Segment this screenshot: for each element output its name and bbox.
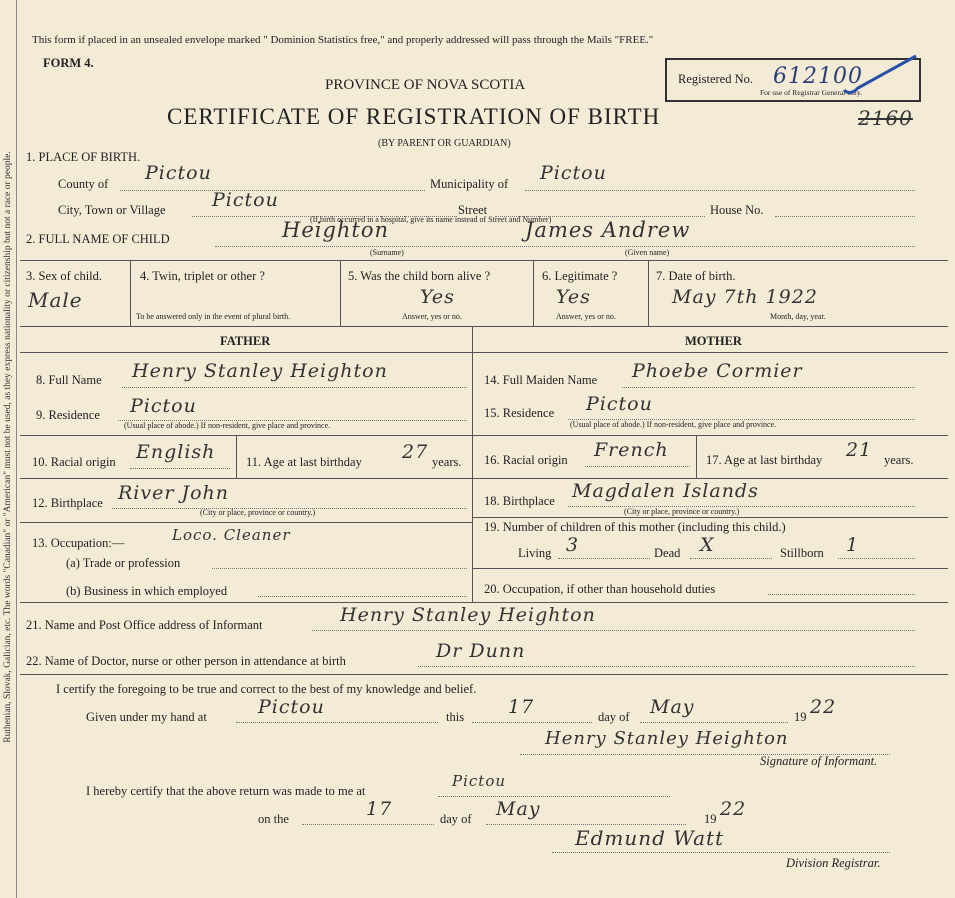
page-title: CERTIFICATE OF REGISTRATION OF BIRTH xyxy=(167,104,661,129)
legitimate-label: 6. Legitimate ? xyxy=(542,269,618,283)
cert-year-value: 22 xyxy=(810,696,837,718)
county-label: County of xyxy=(58,177,109,191)
father-name-value: Henry Stanley Heighton xyxy=(132,360,388,382)
mother-racial-label: 16. Racial origin xyxy=(484,453,568,467)
dead-value: X xyxy=(700,534,715,556)
place-of-birth-label: 1. PLACE OF BIRTH. xyxy=(26,150,141,164)
mother-name-label: 14. Full Maiden Name xyxy=(484,373,598,387)
division-registrar-caption: Division Registrar. xyxy=(786,856,881,870)
father-residence-value: Pictou xyxy=(130,395,197,417)
father-occupation-label: 13. Occupation:— xyxy=(32,536,125,550)
stillborn-value: 1 xyxy=(846,534,860,556)
father-age-label: 11. Age at last birthday xyxy=(246,455,362,469)
born-alive-note: Answer, yes or no. xyxy=(402,312,462,321)
given-under-label: Given under my hand at xyxy=(86,710,207,724)
father-birthplace-note: (City or place, province or country.) xyxy=(200,508,316,517)
mother-residence-label: 15. Residence xyxy=(484,406,555,420)
form-number: FORM 4. xyxy=(43,56,94,70)
twin-label: 4. Twin, triplet or other ? xyxy=(140,269,265,283)
mother-racial-value: French xyxy=(594,439,669,461)
city-label: City, Town or Village xyxy=(58,203,166,217)
child-name-label: 2. FULL NAME OF CHILD xyxy=(26,232,170,246)
mother-years-label: years. xyxy=(884,453,914,467)
hospital-note: (If birth occurred in a hospital, give its name instead of Street and Number) xyxy=(310,215,552,224)
mother-occupation-label: 20. Occupation, if other than household duties xyxy=(484,582,716,596)
mother-name-value: Phoebe Cormier xyxy=(632,360,803,382)
registrar-month-value: May xyxy=(496,798,541,820)
father-years-label: years. xyxy=(432,455,462,469)
dob-value: May 7th 1922 xyxy=(672,286,818,308)
father-birthplace-value: River John xyxy=(118,482,230,504)
mother-residence-value: Pictou xyxy=(586,393,653,415)
born-alive-label: 5. Was the child born alive ? xyxy=(348,269,491,283)
informant-label: 21. Name and Post Office address of Informant xyxy=(26,618,263,632)
city-value: Pictou xyxy=(212,189,279,211)
county-value: Pictou xyxy=(145,162,212,184)
cert-year-prefix: 19 xyxy=(794,710,807,724)
certify-statement: I certify the foregoing to be true and correct to the best of my knowledge and belief. xyxy=(56,682,477,696)
registrar-year-value: 22 xyxy=(720,798,747,820)
stillborn-label: Stillborn xyxy=(780,546,824,560)
doctor-label: 22. Name of Doctor, nurse or other person in attendance at birth xyxy=(26,654,346,668)
check-mark-icon xyxy=(840,52,920,100)
sex-value: Male xyxy=(28,288,83,312)
father-birthplace-label: 12. Birthplace xyxy=(32,496,103,510)
mother-birthplace-label: 18. Birthplace xyxy=(484,494,555,508)
father-name-label: 8. Full Name xyxy=(36,373,102,387)
father-racial-label: 10. Racial origin xyxy=(32,455,116,469)
house-label: House No. xyxy=(710,203,764,217)
mother-birthplace-value: Magdalen Islands xyxy=(572,480,759,502)
registrar-year-prefix: 19 xyxy=(704,812,717,826)
reg-note: For use of Registrar General only. xyxy=(760,88,862,97)
dead-label: Dead xyxy=(654,546,681,560)
this-label: this xyxy=(446,710,465,724)
father-heading: FATHER xyxy=(220,334,271,348)
mother-residence-note: (Usual place of abode.) If non-resident, give place and province. xyxy=(570,420,777,429)
children-count-label: 19. Number of children of this mother (including this child.) xyxy=(484,520,786,534)
reg-label: Registered No. xyxy=(678,72,753,86)
registrar-day-value: 17 xyxy=(366,798,393,820)
corner-number: 2160 xyxy=(858,106,913,130)
sidebar-note: Ruthenian, Slovak, Galician, etc. The words "Canadian" or "American" must not be used, as they express nationality or citizenship but not a race or people. xyxy=(3,151,13,743)
child-given-name: James Andrew xyxy=(525,218,691,242)
child-surname: Heighton xyxy=(282,218,390,242)
on-the-label: on the xyxy=(258,812,289,826)
cert-day-value: 17 xyxy=(508,696,535,718)
father-residence-note: (Usual place of abode.) If non-resident, give place and province. xyxy=(124,421,331,430)
sex-label: 3. Sex of child. xyxy=(26,269,103,283)
registrar-signature: Edmund Watt xyxy=(575,826,725,850)
dob-label: 7. Date of birth. xyxy=(656,269,736,283)
mother-heading: MOTHER xyxy=(685,334,742,348)
given-name-caption: (Given name) xyxy=(625,248,670,257)
province-heading: PROVINCE OF NOVA SCOTIA xyxy=(325,77,526,93)
cert-month-value: May xyxy=(650,696,695,718)
business-label: (b) Business in which employed xyxy=(66,584,228,598)
dob-note: Month, day, year. xyxy=(770,312,826,321)
informant-value: Henry Stanley Heighton xyxy=(340,604,596,626)
father-age-value: 27 xyxy=(402,441,429,463)
informant-signature: Henry Stanley Heighton xyxy=(545,728,789,749)
surname-caption: (Surname) xyxy=(370,248,404,257)
registrar-statement: I hereby certify that the above return was made to me at xyxy=(86,784,366,798)
trade-label: (a) Trade or profession xyxy=(66,556,181,570)
mother-age-value: 21 xyxy=(846,439,873,461)
street-label: Street xyxy=(458,203,488,217)
mother-birthplace-note: (City or place, province or country.) xyxy=(624,507,740,516)
twin-note: To be answered only in the event of plural birth. xyxy=(136,312,291,321)
doctor-value: Dr Dunn xyxy=(436,640,526,662)
municipality-value: Pictou xyxy=(540,162,607,184)
mother-age-label: 17. Age at last birthday xyxy=(706,453,823,467)
living-value: 3 xyxy=(566,534,580,556)
registrar-dayof-label: day of xyxy=(440,812,472,826)
father-residence-label: 9. Residence xyxy=(36,408,100,422)
registrar-place-value: Pictou xyxy=(452,772,507,790)
municipality-label: Municipality of xyxy=(430,177,509,191)
given-place-value: Pictou xyxy=(258,696,325,718)
legitimate-note: Answer, yes or no. xyxy=(556,312,616,321)
born-alive-value: Yes xyxy=(420,286,455,308)
dayof-label: day of xyxy=(598,710,630,724)
father-occupation-value: Loco. Cleaner xyxy=(172,526,291,544)
signature-informant-caption: Signature of Informant. xyxy=(760,754,878,768)
mail-notice: This form if placed in an unsealed envelope marked " Dominion Statistics free," and properly addressed will pass through the Mails "FREE." xyxy=(32,34,654,46)
page-subtitle: (BY PARENT OR GUARDIAN) xyxy=(378,138,511,149)
father-racial-value: English xyxy=(136,441,216,463)
living-label: Living xyxy=(518,546,552,560)
legitimate-value: Yes xyxy=(556,286,591,308)
reg-number: 612100 xyxy=(773,64,863,89)
